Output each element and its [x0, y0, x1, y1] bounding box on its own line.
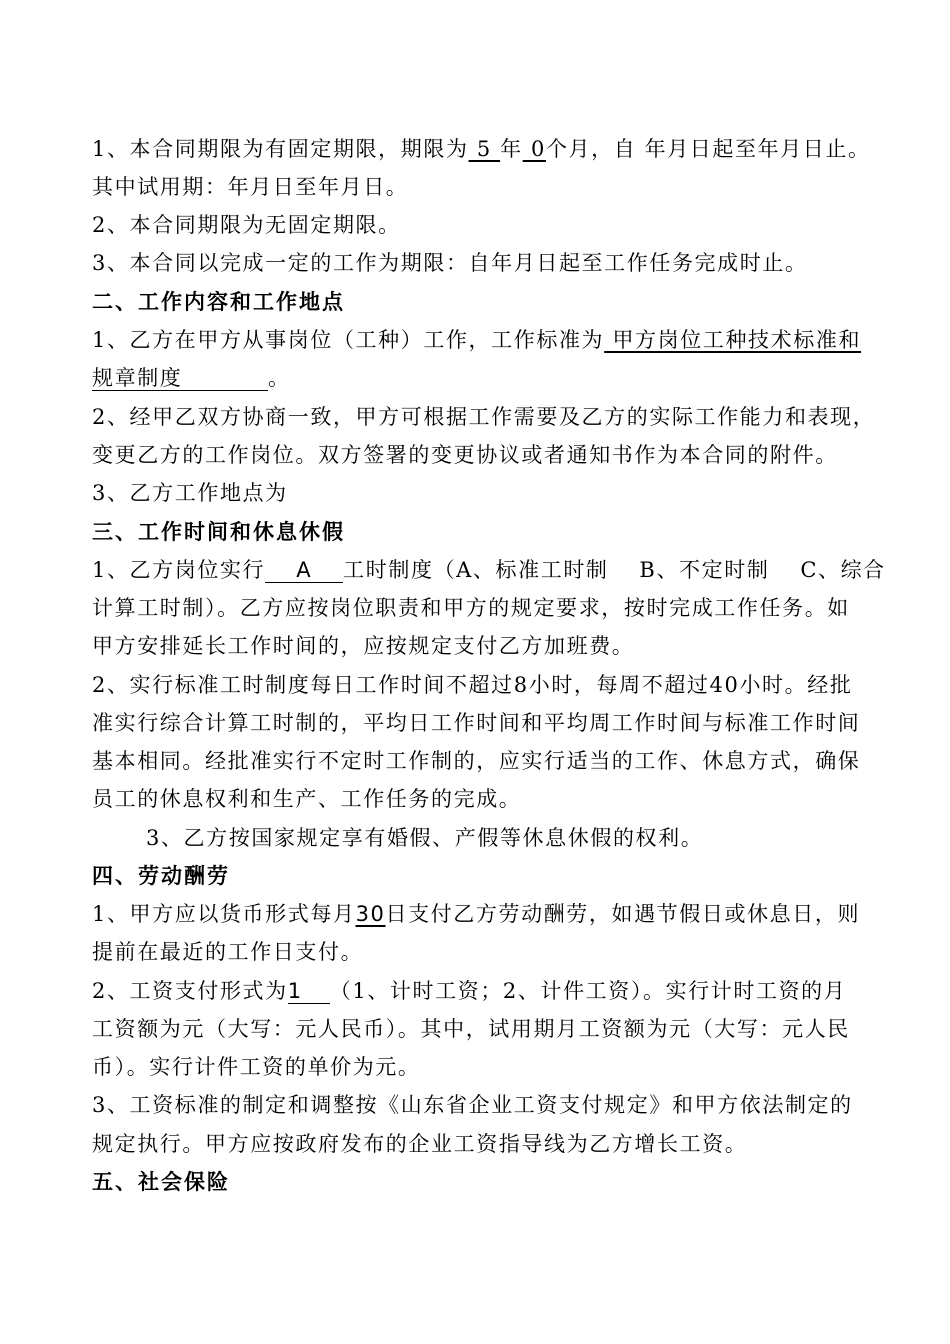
term-fixed-line [92, 134, 871, 164]
job-change-line-1: 2、经甲乙双方协商一致，甲方可根据工作需要及乙方的实际工作能力和表现， [92, 405, 876, 429]
section-heading-5: 五、社会保险 [92, 1170, 230, 1194]
work-location-line: 3、乙方工作地点为 [92, 481, 288, 505]
pay-date-text-2: 日支付乙方劳动酬劳，如遇节假日或休息日，则 [385, 902, 861, 926]
section-heading-4: 四、劳动酬劳 [92, 864, 230, 888]
pay-form-text: 2、工资支付形式为 [92, 979, 288, 1003]
pay-day-value: 30 [355, 902, 386, 926]
hours-system-options: 工时制度（A、标准工时制 B、不定时制 C、综合 [343, 558, 886, 582]
pay-amount-line-2: 币）。实行计件工资的单价为元。 [92, 1055, 421, 1079]
hours-line-4: 2、实行标准工时制度每日工作时间不超过8小时，每周不超过40小时。经批 [92, 673, 853, 697]
pay-amount-line: 工资额为元（大写：元人民币）。其中，试用期月工资额为元（大写：元人民 [92, 1017, 850, 1041]
pay-date-line [92, 899, 860, 929]
job-standard-end: 。 [268, 366, 291, 390]
pay-form-options: （1、计时工资；2、计件工资）。实行计时工资的月 [329, 979, 847, 1003]
pay-date-text: 1、甲方应以货币形式每月 [92, 902, 356, 926]
hours-line-5: 准实行综合计算工时制的，平均日工作时间和平均周工作时间与标准工作时间 [92, 711, 861, 735]
leave-line: 3、乙方按国家规定享有婚假、产假等休息休假的权利。 [146, 826, 704, 850]
hours-line-6: 基本相同。经批准实行不定时工作制的，应实行适当的工作、休息方式，确保 [92, 749, 861, 773]
pay-form-value-text: 1 [287, 979, 303, 1003]
section-heading-2: 二、工作内容和工作地点 [92, 290, 345, 314]
term-task-line: 3、本合同以完成一定的工作为期限：自年月日起至工作任务完成时止。 [92, 251, 808, 275]
job-standard-value-2 [92, 366, 268, 391]
job-standard-text: 1、乙方在甲方从事岗位（工种）工作，工作标准为 [92, 328, 605, 352]
term-open-line: 2、本合同期限为无固定期限。 [92, 213, 401, 237]
pay-form-line [92, 976, 846, 1006]
hours-system-choice-text: A [296, 558, 313, 582]
hours-system-line [92, 555, 886, 585]
term-months-value: 0 [522, 137, 546, 161]
job-standard-line [92, 325, 861, 355]
probation-line: 其中试用期：年月日至年月日。 [92, 175, 409, 199]
term-fixed-text: 1、本合同期限为有固定期限，期限为 [92, 137, 469, 161]
hours-system-text: 1、乙方岗位实行 [92, 558, 266, 582]
term-years-unit: 年 [500, 137, 523, 161]
job-change-line-2: 变更乙方的工作岗位。双方签署的变更协议或者通知书作为本合同的附件。 [92, 443, 838, 467]
pay-standard-line: 3、工资标准的制定和调整按《山东省企业工资支付规定》和甲方依法制定的 [92, 1093, 853, 1117]
pay-form-value [288, 979, 330, 1004]
term-months-text: 个月，自 年月日起至年月日止。 [545, 137, 871, 161]
job-standard-line-2 [92, 363, 291, 393]
hours-line-3: 甲方安排延长工作时间的，应按规定支付乙方加班费。 [92, 634, 635, 658]
hours-system-choice [265, 558, 343, 583]
pay-standard-line-2: 规定执行。甲方应按政府发布的企业工资指导线为乙方增长工资。 [92, 1132, 748, 1156]
term-years-value: 5 [468, 137, 501, 161]
section-heading-3: 三、工作时间和休息休假 [92, 520, 345, 544]
job-standard-value-2-text: 规章制度 [92, 366, 183, 390]
job-standard-value: 甲方岗位工种技术标准和 [604, 328, 862, 352]
hours-line-2: 计算工时制）。乙方应按岗位职责和甲方的规定要求，按时完成工作任务。如 [92, 596, 850, 620]
pay-date-line-2: 提前在最近的工作日支付。 [92, 940, 364, 964]
hours-line-7: 员工的休息权利和生产、工作任务的完成。 [92, 787, 522, 811]
